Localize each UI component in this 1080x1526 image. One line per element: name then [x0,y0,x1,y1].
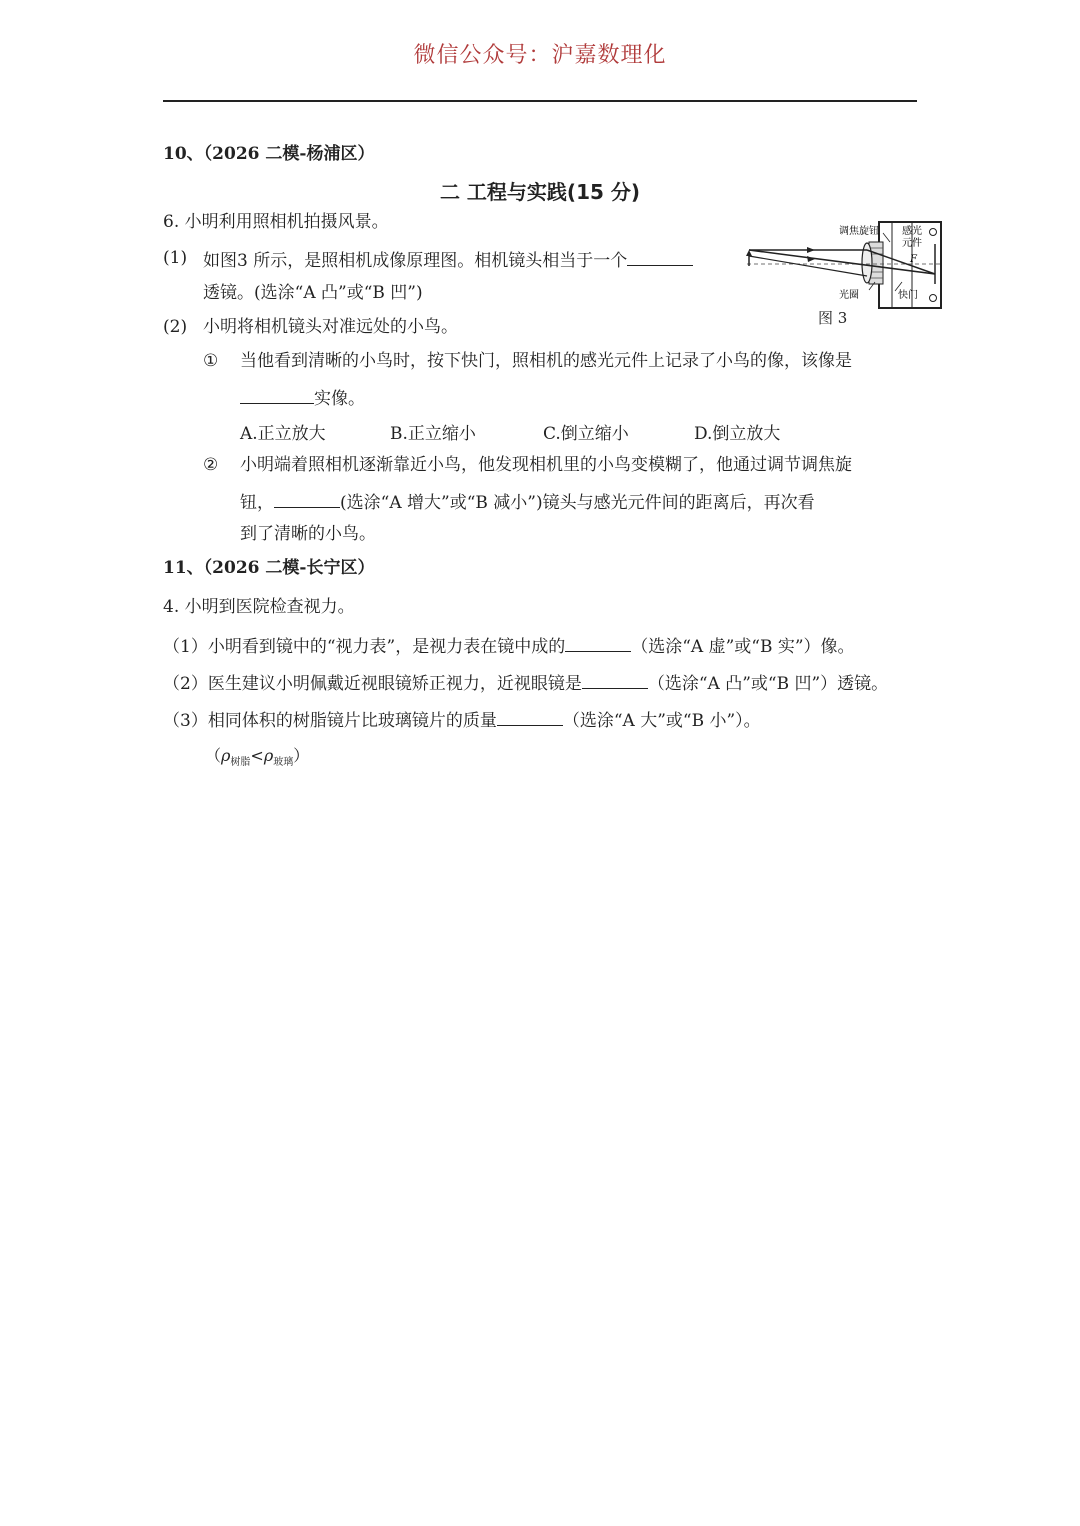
q11-p2-suffix: （选涂“A 凸”或“B 凹”）透镜。 [647,674,889,694]
q10-s2-suffix: (选涂“A 增大”或“B 减小”)镜头与感光元件间的距离后，再次看 [340,493,815,513]
figure-caption: 图 3 [818,309,848,327]
answer-blank-mirror-image[interactable] [565,633,631,652]
q11-p1-suffix: （选涂“A 虚”或“B 实”）像。 [631,637,855,657]
q11-p2-prompt: （2）医生建议小明佩戴近视眼镜矫正视力，近视眼镜是 [163,674,582,694]
q10-source: 10、（2026 二模-杨浦区） [163,144,375,164]
q11-p3-suffix: （选涂“A 大”或“B 小”）。 [562,711,761,731]
q10-stem: 6. 小明利用照相机拍摄风景。 [163,212,389,232]
q10-s1-text: 当他看到清晰的小鸟时，按下快门，照相机的感光元件上记录了小鸟的像，该像是 [240,351,852,371]
label-aperture: 光圈 [839,290,859,301]
density-note [205,745,309,774]
q10-s2-line3: 到了清晰的小鸟。 [240,524,376,544]
q11-p2 [163,670,888,695]
rho-subscript-glass: 玻璃 [273,757,294,769]
less-than-symbol: < [250,746,264,765]
answer-blank-lens-type[interactable] [627,247,693,266]
choice-c[interactable]: C.倒立缩小 [543,424,629,444]
q10-p1-prompt: 如图3 所示，是照相机成像原理图。相机镜头相当于一个 [203,251,628,271]
label-sensor-line1: 感光 [902,226,922,237]
q10-s2-number: ② [203,455,219,475]
choice-b[interactable]: B.正立缩小 [390,424,476,444]
answer-blank-myopia-lens[interactable] [582,670,648,689]
label-shutter: 快门 [898,290,918,301]
q11-p3-prompt: （3）相同体积的树脂镜片比玻璃镜片的质量 [163,711,497,731]
header-divider [163,100,917,102]
q10-s1-continuation [240,385,365,410]
q10-s2-prefix: 钮， [240,493,274,513]
q11-p1 [163,633,855,658]
camera-diagram [745,218,945,314]
answer-blank-mass[interactable] [497,707,563,726]
q10-s1-number: ① [203,351,219,371]
note-close-paren: ） [293,746,310,765]
label-focus-knob: 调焦旋钮 [839,226,879,237]
q10-p1-number: (1) [163,248,188,268]
note-open-paren: （ [205,746,222,765]
label-focal-point: F [910,254,917,265]
answer-blank-image-type[interactable] [240,385,314,404]
q10-s1-suffix: 实像。 [314,389,365,409]
q10-p1-continuation: 透镜。(选涂“A 凸”或“B 凹”) [203,283,423,303]
rho-symbol-2: ρ [263,746,274,765]
q11-p3 [163,707,761,732]
q10-p2-text: 小明将相机镜头对准远处的小鸟。 [203,317,458,337]
q11-p1-prompt: （1）小明看到镜中的“视力表”，是视力表在镜中成的 [163,637,566,657]
watermark-header: 微信公众号：沪嘉数理化 [413,43,667,68]
q10-p2-number: (2) [163,317,188,337]
label-sensor-line2: 元件 [902,238,922,249]
rho-symbol-1: ρ [221,746,231,765]
q10-s2-line2 [240,489,815,514]
q11-stem: 4. 小明到医院检查视力。 [163,597,355,617]
rho-subscript-resin: 树脂 [230,757,251,769]
choice-d[interactable]: D.倒立放大 [694,424,781,444]
q11-source: 11、（2026 二模-长宁区） [163,558,375,578]
answer-blank-distance[interactable] [274,489,340,508]
q10-s2-text: 小明端着照相机逐渐靠近小鸟，他发现相机里的小鸟变模糊了，他通过调节调焦旋 [240,455,852,475]
choice-a[interactable]: A.正立放大 [240,424,326,444]
q10-p1-text [203,247,693,272]
section-title: 二 工程与实践(15 分) [439,180,641,204]
